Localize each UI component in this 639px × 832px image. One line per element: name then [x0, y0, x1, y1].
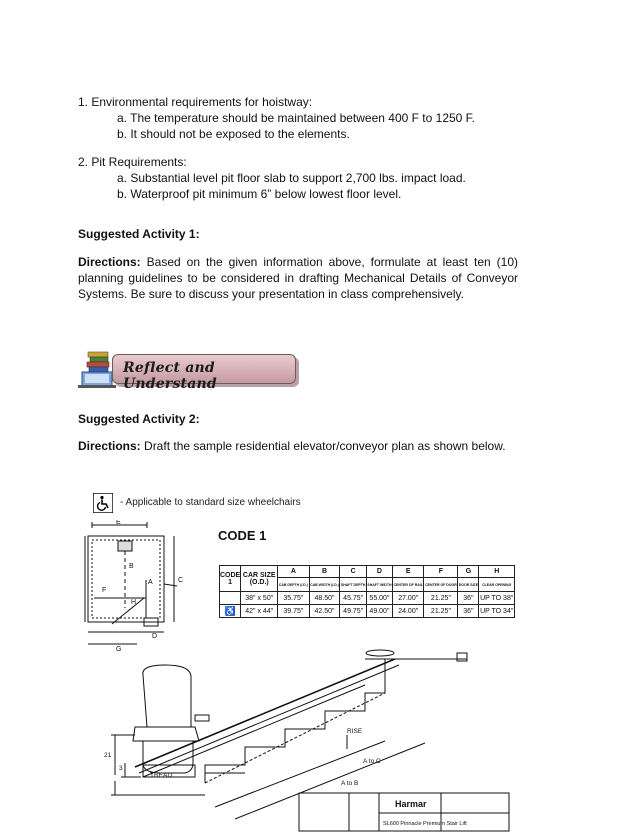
table-header-a: A — [278, 566, 309, 578]
table-cell: UP TO 34" — [479, 605, 515, 618]
plan-label-f: F — [102, 587, 107, 594]
table-subheader-f: CENTER OF DOOR — [424, 578, 458, 592]
elevator-plan-drawing — [82, 520, 187, 652]
reflect-banner-plate — [112, 354, 296, 392]
table-row — [220, 592, 515, 605]
table-subheader-g: DOOR SIZE — [458, 578, 479, 592]
table-header-d: D — [366, 566, 392, 578]
table-cell: 49.00" — [366, 605, 392, 618]
activity1-title: Suggested Activity 1: — [78, 227, 200, 241]
table-cell: UP TO 38" — [479, 592, 515, 605]
table-cell: 36" — [458, 605, 479, 618]
activity2-directions — [78, 438, 518, 454]
env-item-b: b. It should not be exposed to the elements. — [117, 127, 350, 141]
table-cell: 42.50" — [309, 605, 340, 618]
table-header-c: C — [340, 566, 366, 578]
activity1-directions-label: Directions: — [78, 255, 141, 269]
pit-item-b: b. Waterproof pit minimum 6” below lowest floor level. — [117, 187, 402, 201]
table-subheader-b: CAB WIDTH (I.D.) — [309, 578, 340, 592]
stair-label-tread: TREAD — [150, 772, 173, 779]
env-item-a: a. The temperature should be maintained between 400 F to 1250 F. — [117, 111, 476, 125]
plan-label-e: E — [116, 520, 121, 526]
plan-label-c: C — [178, 577, 184, 584]
plan-label-a: A — [148, 579, 153, 586]
table-cell — [220, 592, 241, 605]
pit-heading: 2. Pit Requirements: — [78, 155, 187, 169]
activity1-directions-text: Based on the given information above, formulate at least ten (10) planning guidelines to be considered in drafting Mechanical Details of Conveyor Systems. Be sure to discuss your presentation in class comprehensively. — [78, 255, 518, 301]
table-header-g: G — [458, 566, 479, 578]
table-cell: 21.25" — [424, 605, 458, 618]
table-cell: 55.00" — [366, 592, 392, 605]
table-cell: 45.75" — [340, 592, 366, 605]
table-header-code: CODE 1 — [220, 566, 241, 592]
table-cell: 21.25" — [424, 592, 458, 605]
activity2-title: Suggested Activity 2: — [78, 412, 200, 426]
table-header-h: H — [479, 566, 515, 578]
table-subheader-e: CENTER OF RAIL — [392, 578, 424, 592]
table-cell: 24.00" — [392, 605, 424, 618]
table-cell: 38" x 50" — [241, 592, 278, 605]
plan-label-d: D — [152, 633, 158, 640]
table-header-car-size: CAR SIZE (O.D.) — [241, 566, 278, 592]
stair-label-a-to-b: A to B — [341, 780, 359, 787]
stair-dim-21: 21 — [104, 752, 112, 759]
stair-dim-3: 3 — [119, 765, 123, 772]
code-title: CODE 1 — [218, 528, 267, 543]
table-subheader-d: SHAFT WIDTH — [366, 578, 392, 592]
table-cell: 27.00" — [392, 592, 424, 605]
stair-lift-drawing — [95, 645, 515, 832]
plan-label-b: B — [129, 563, 134, 570]
title-block-brand: Harmar — [395, 799, 427, 809]
table-cell: 36" — [458, 592, 479, 605]
table-row — [220, 605, 515, 618]
title-block-product: SL600 Pinnacle Premium Stair Lift — [383, 821, 467, 827]
plan-label-h: H — [131, 599, 137, 606]
activity2-directions-label: Directions: — [78, 439, 141, 453]
reflect-banner — [76, 346, 298, 390]
stair-label-a-to-c: A to C — [363, 758, 381, 765]
reflect-banner-label: Reflect and Understand — [123, 360, 217, 392]
table-header-b: B — [309, 566, 340, 578]
wheelchair-icon — [93, 493, 113, 513]
table-cell: 39.75" — [278, 605, 309, 618]
table-cell: 49.75" — [340, 605, 366, 618]
activity2-directions-text: Draft the sample residential elevator/conveyor plan as shown below. — [140, 439, 506, 453]
table-subheader-c: SHAFT DEPTH — [340, 578, 366, 592]
table-cell: 42" x 44" — [241, 605, 278, 618]
activity1-directions — [78, 254, 518, 302]
table-header-e: E — [392, 566, 424, 578]
env-heading: 1. Environmental requirements for hoistway: — [78, 95, 313, 109]
table-cell: 48.50" — [309, 592, 340, 605]
table-cell-wheelchair-icon: ♿ — [220, 605, 241, 618]
table-header-f: F — [424, 566, 458, 578]
elevator-size-table — [219, 565, 515, 618]
plan-label-g: G — [116, 646, 122, 652]
wheelchair-note: - Applicable to standard size wheelchairs — [120, 497, 301, 508]
table-subheader-h: CLEAR OPENING — [479, 578, 515, 592]
pit-item-a: a. Substantial level pit floor slab to support 2,700 lbs. impact load. — [117, 171, 466, 185]
table-cell: 35.75" — [278, 592, 309, 605]
stair-label-rise: RISE — [347, 728, 363, 735]
table-subheader-a: CAB DEPTH (I.D.) — [278, 578, 309, 592]
